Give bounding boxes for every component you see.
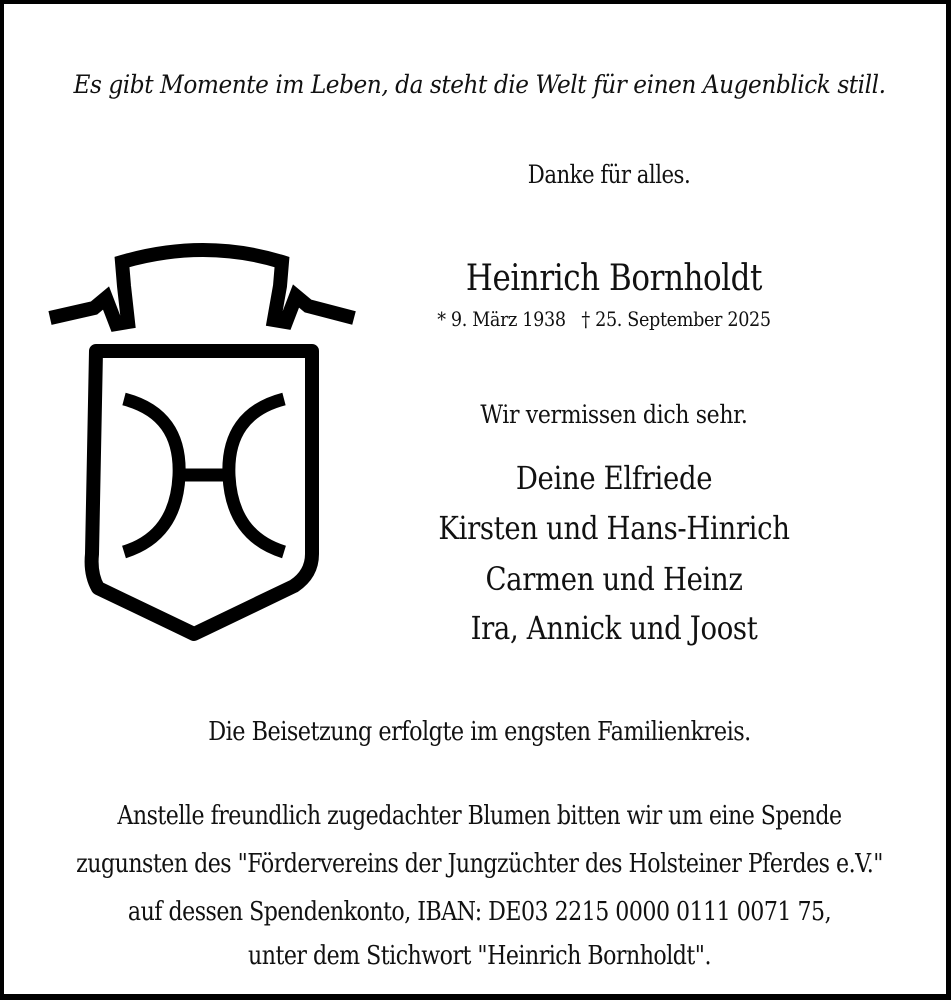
life-dates: * 9. März 1938 † 25. September 2025 xyxy=(437,307,771,331)
family-member-line: Deine Elfriede xyxy=(515,459,713,497)
thanks-line: Danke für alles. xyxy=(527,160,691,189)
motto-quote: Es gibt Momente im Leben, da steht die Welt für einen Augenblick still. xyxy=(73,70,886,99)
family-member-line: Kirsten und Hans-Hinrich xyxy=(438,509,790,547)
holsteiner-brand-shield-icon xyxy=(34,234,374,654)
deceased-name: Heinrich Bornholdt xyxy=(465,258,763,299)
miss-line: Wir vermissen dich sehr. xyxy=(480,400,748,429)
family-member-line: Carmen und Heinz xyxy=(485,560,743,598)
burial-notice: Die Beisetzung erfolgte im engsten Familienkreis. xyxy=(208,717,751,747)
family-member-line: Ira, Annick und Joost xyxy=(470,609,758,647)
donation-iban-line: auf dessen Spendenkonto, IBAN: DE03 2215 0000 0111 0071 75, xyxy=(127,897,832,927)
donation-line: Anstelle freundlich zugedachter Blumen bitten wir um eine Spende xyxy=(117,801,842,831)
donation-line: unter dem Stichwort "Heinrich Bornholdt". xyxy=(248,941,711,971)
donation-line: zugunsten des "Fördervereins der Jungzüchter des Holsteiner Pferdes e.V." xyxy=(76,849,883,879)
